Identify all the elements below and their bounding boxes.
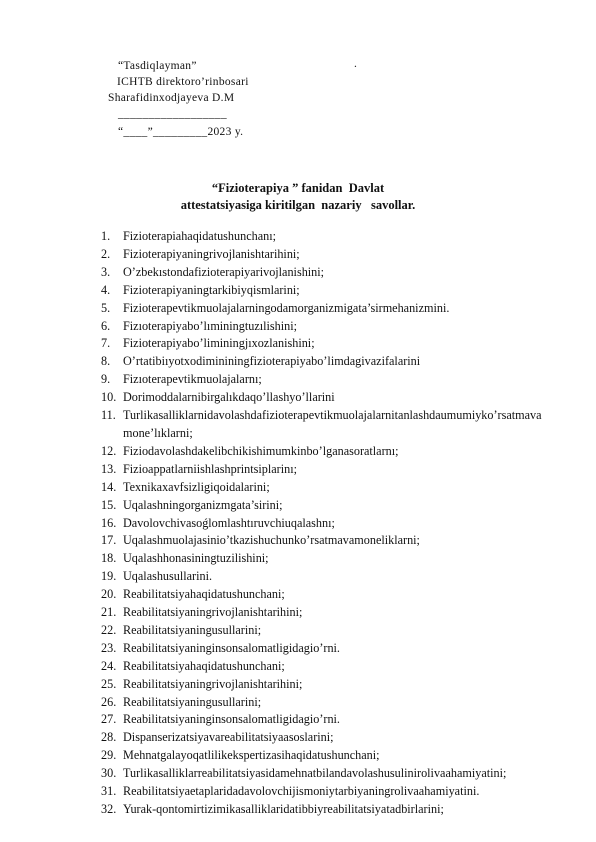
question-number: 11. xyxy=(101,408,116,423)
question-text: Uqalashningorganizmgata’sirini; xyxy=(123,497,283,512)
question-number: 30. xyxy=(101,766,117,781)
question-item xyxy=(101,461,551,479)
question-number: 32. xyxy=(101,802,117,816)
approver-name: Sharafidinxodjayeva D.M xyxy=(108,92,235,104)
question-text: Turlikasalliklarnidavolashdafizioterapevtikmuolajalarnitanlashdaumumiyko’rsatmavamone’lıklarni; xyxy=(123,408,542,440)
question-number: 31. xyxy=(101,784,117,799)
question-number: 16. xyxy=(101,515,117,530)
question-text: Reabilitatsiyaninginsonsalomatligidagio’rni. xyxy=(123,640,340,655)
question-number: 23. xyxy=(101,640,117,655)
question-text: Reabilitatsiyaningusullarini; xyxy=(123,622,262,637)
question-number: 7. xyxy=(101,336,111,351)
stray-dot: . xyxy=(354,58,357,70)
question-text: Reabilitatsiyaningusullarini; xyxy=(123,694,262,709)
question-text: Fizioterapevtikmuolajalarningodamorganizmigata’sirmehanizmini. xyxy=(123,300,450,315)
question-text: Uqalashhonasiningtuzilishini; xyxy=(123,551,269,566)
question-text: Uqalashusullarini. xyxy=(123,569,213,584)
question-item xyxy=(101,694,551,712)
document-title xyxy=(0,180,596,214)
approver-position: ICHTB direktoro’rinbosari xyxy=(117,76,249,88)
question-number: 28. xyxy=(101,730,117,745)
question-number: 14. xyxy=(101,479,117,494)
question-item xyxy=(101,318,551,336)
question-item xyxy=(101,389,551,407)
question-number: 29. xyxy=(101,748,117,763)
question-number: 22. xyxy=(101,622,117,637)
question-item xyxy=(101,586,551,604)
question-text: Turlikasalliklarreabilitatsiyasidamehnatbilandavolashusulinirolivaahamiyatini; xyxy=(123,766,507,781)
question-number: 25. xyxy=(101,676,117,691)
question-item xyxy=(101,783,551,801)
question-number: 13. xyxy=(101,461,117,476)
question-item xyxy=(101,604,551,622)
question-text: Reabilitatsiyaetaplaridadavolovchijismoniytarbiyaningrolivaahamiyatini. xyxy=(123,784,480,799)
question-text: Fizioterapiyabo’liminingjıxozlanishini; xyxy=(123,336,315,351)
question-number: 26. xyxy=(101,694,117,709)
question-number: 3. xyxy=(101,264,111,279)
question-text: Reabilitatsiyaninginsonsalomatligidagio’rni. xyxy=(123,712,340,727)
question-item xyxy=(101,282,551,300)
question-item xyxy=(101,658,551,676)
question-list xyxy=(101,228,551,819)
question-item xyxy=(101,228,551,246)
question-item xyxy=(101,407,551,443)
title-line-1: “Fizioterapiya ” fanidan Davlat xyxy=(211,181,385,195)
question-number: 21. xyxy=(101,605,117,620)
question-text: Fizioterapiahaqidatushunchanı; xyxy=(123,229,276,243)
question-text: Fizioterapiyaningtarkibiyqismlarini; xyxy=(123,282,300,297)
question-number: 6. xyxy=(101,318,111,333)
question-text: Fizioterapiyaningrivojlanishtarihini; xyxy=(123,246,300,261)
question-number: 10. xyxy=(101,390,117,405)
question-number: 27. xyxy=(101,712,117,727)
question-number: 24. xyxy=(101,658,117,673)
question-number: 1. xyxy=(101,229,111,243)
question-text: Uqalashmuolajasinio’tkazishuchunko’rsatmavamoneliklarni; xyxy=(123,533,420,548)
question-text: Fizıoterapiyabo’lıminingtuzılishini; xyxy=(123,318,297,333)
question-item xyxy=(101,801,551,819)
question-text: Fizıoterapevtikmuolajalarnı; xyxy=(123,372,262,387)
signature-line: __________________ xyxy=(118,108,227,120)
question-item xyxy=(101,550,551,568)
question-item xyxy=(101,246,551,264)
question-item xyxy=(101,371,551,389)
question-text: Dorimoddalarnibirgalıkdaqo’llashyo’llarini xyxy=(123,390,335,405)
question-text: Dispanserizatsiyavareabilitatsiyaasoslarini; xyxy=(123,730,334,745)
question-item xyxy=(101,264,551,282)
question-number: 9. xyxy=(101,372,111,387)
question-number: 15. xyxy=(101,497,117,512)
question-number: 19. xyxy=(101,569,117,584)
title-line-2: attestatsiyasiga kiritilgan nazariy savollar. xyxy=(180,198,416,212)
question-text: Davolovchivasoǵlomlashtıruvchiuqalashnı; xyxy=(123,515,335,530)
question-item xyxy=(101,515,551,533)
question-item xyxy=(101,443,551,461)
question-item xyxy=(101,335,551,353)
question-item xyxy=(101,479,551,497)
question-number: 12. xyxy=(101,443,117,458)
question-item xyxy=(101,765,551,783)
question-text: Yurak-qontomirtizimikasalliklaridatibbiyreabilitatsiyatadbirlarini; xyxy=(123,802,444,816)
question-text: Fiziodavolashdakelibchikishimumkinbo’lganasoratlarnı; xyxy=(123,443,399,458)
question-item xyxy=(101,640,551,658)
question-text: Reabilitatsiyahaqidatushunchani; xyxy=(123,587,285,602)
question-item xyxy=(101,353,551,371)
approval-heading: “Tasdiqlayman” xyxy=(118,60,197,72)
question-number: 2. xyxy=(101,246,111,261)
question-text: O’zbekıstondafizioterapiyarivojlanishini; xyxy=(123,264,325,279)
question-text: Reabilitatsiyahaqidatushunchani; xyxy=(123,658,285,673)
question-text: Reabilitatsiyaningrivojlanishtarihini; xyxy=(123,605,303,620)
question-number: 5. xyxy=(101,300,111,315)
question-item xyxy=(101,497,551,515)
question-item xyxy=(101,532,551,550)
question-text: Reabilitatsiyaningrivojlanishtarihini; xyxy=(123,676,303,691)
question-number: 17. xyxy=(101,533,117,548)
question-item xyxy=(101,729,551,747)
question-text: Fizioappatlarniishlashprintsiplarinı; xyxy=(123,461,297,476)
question-item xyxy=(101,676,551,694)
approval-block xyxy=(108,58,308,140)
question-number: 4. xyxy=(101,282,111,297)
question-text: Texnikaxavfsizligiqoidalarini; xyxy=(123,479,270,494)
question-item xyxy=(101,711,551,729)
question-number: 8. xyxy=(101,354,111,369)
question-item xyxy=(101,622,551,640)
question-text: O’rtatibiıyotxodimininingfizioterapiyabo’limdagivazifalarini xyxy=(123,354,421,369)
question-number: 18. xyxy=(101,551,117,566)
question-number: 20. xyxy=(101,587,117,602)
approval-date: “____”_________2023 y. xyxy=(118,126,244,138)
question-item xyxy=(101,300,551,318)
question-item xyxy=(101,568,551,586)
question-item xyxy=(101,747,551,765)
question-text: Mehnatgalayoqatlilikekspertizasihaqidatushunchani; xyxy=(123,748,380,763)
